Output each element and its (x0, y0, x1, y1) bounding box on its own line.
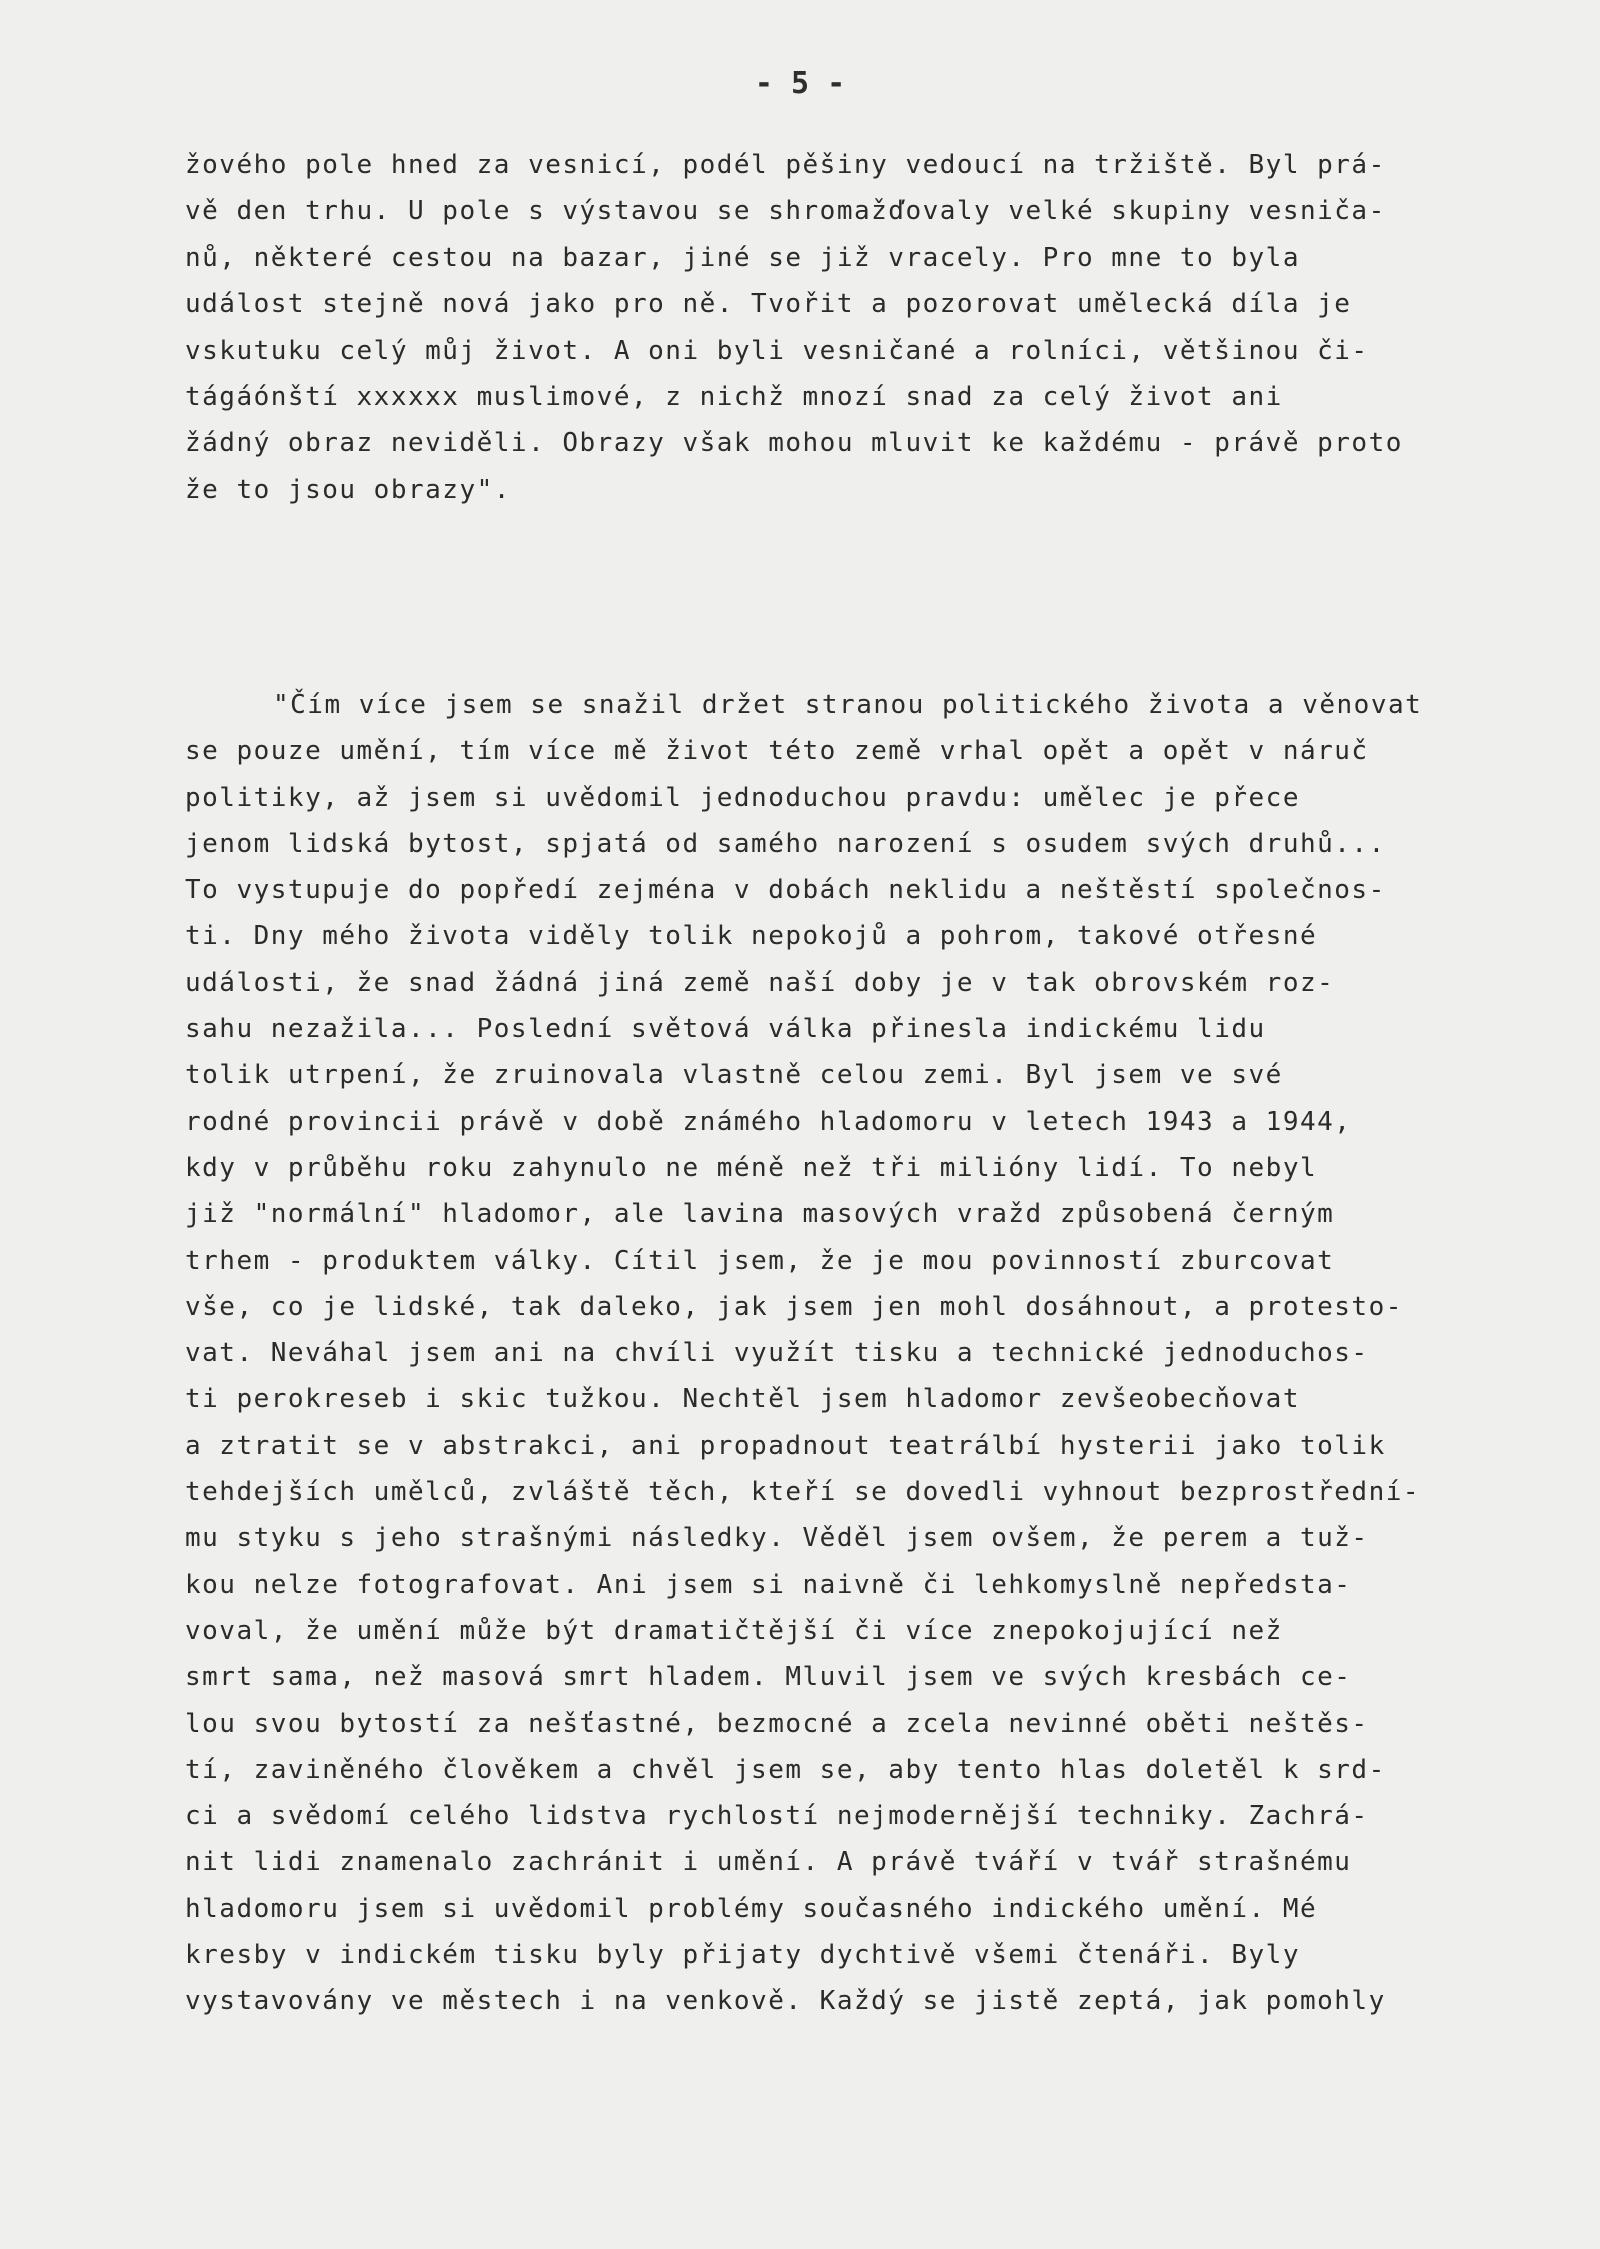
text-line: politiky, až jsem si uvědomil jednoduchou pravdu: umělec je přece (185, 782, 1300, 813)
text-line: žového pole hned za vesnicí, podél pěšiny vedoucí na tržiště. Byl prá- (185, 150, 1386, 180)
text-line: mu styku s jeho strašnými následky. Věděl jsem ovšem, že perem a tuž- (185, 1523, 1369, 1554)
text-line: tolik utrpení, že zruinovala vlastně celou zemi. Byl jsem ve své (185, 1060, 1283, 1091)
text-line: tehdejších umělců, zvláště těch, kteří se dovedli vyhnout bezprostřední- (185, 1477, 1421, 1508)
text-line: To vystupuje do popředí zejména v dobách neklidu a neštěstí společnos- (185, 875, 1386, 906)
text-line: již "normální" hladomor, ale lavina masových vražd způsobená černým (185, 1199, 1335, 1230)
text-line: smrt sama, než masová smrt hladem. Mluvil jsem ve svých kresbách ce- (185, 1662, 1352, 1693)
text-line: a ztratit se v abstrakci, ani propadnout teatrálbí hysterii jako tolik (185, 1430, 1386, 1461)
text-line: ci a svědomí celého lidstva rychlostí nejmodernější techniky. Zachrá- (185, 1801, 1369, 1832)
text-line: jenom lidská bytost, spjatá od samého narození s osudem svých druhů... (185, 828, 1386, 859)
text-line: události, že snad žádná jiná země naší doby je v tak obrovském roz- (185, 967, 1335, 998)
text-line: hladomoru jsem si uvědomil problémy současného indického umění. Mé (185, 1893, 1318, 1924)
text-line: tí, zaviněného člověkem a chvěl jsem se, aby tento hlas doletěl k srd- (185, 1754, 1386, 1785)
text-line: se pouze umění, tím více mě život této země vrhal opět a opět v náruč (185, 736, 1369, 767)
text-line: kdy v průběhu roku zahynulo ne méně než tři milióny lidí. To nebyl (185, 1152, 1318, 1183)
text-line: kou nelze fotografovat. Ani jsem si naivně či lehkomyslně nepředsta- (185, 1569, 1352, 1600)
paragraph-continuation (185, 142, 1595, 513)
text-line: sahu nezažila... Poslední světová válka přinesla indickému lidu (185, 1014, 1266, 1045)
text-line: voval, že umění může být dramatičtější či více znepokojující než (185, 1615, 1283, 1646)
text-line: nit lidi znamenalo zachránit i umění. A právě tváří v tvář strašnému (185, 1847, 1352, 1878)
text-line: ti perokreseb i skic tužkou. Nechtěl jsem hladomor zevšeobecňovat (185, 1384, 1300, 1415)
text-line: vě den trhu. U pole s výstavou se shromažďovaly velké skupiny vesniča- (185, 196, 1386, 227)
page-number: - 5 - (754, 66, 846, 101)
text-line: vystavovány ve městech i na venkově. Každý se jistě zeptá, jak pomohly (185, 1986, 1386, 2017)
text-line: kresby v indickém tisku byly přijaty dychtivě všemi čtenáři. Byly (185, 1940, 1300, 1971)
text-line: trhem - produktem války. Cítil jsem, že je mou povinností zburcovat (185, 1245, 1335, 1276)
text-line: rodné provincii právě v době známého hladomoru v letech 1943 a 1944, (185, 1106, 1352, 1137)
text-line: žádný obraz neviděli. Obrazy však mohou mluvit ke každému - právě proto (185, 428, 1403, 459)
text-line: tágáónští xxxxxx muslimové, z nichž mnozí snad za celý život ani (185, 381, 1283, 412)
text-line: vše, co je lidské, tak daleko, jak jsem jen mohl dosáhnout, a protesto- (185, 1291, 1403, 1322)
text-line: událost stejně nová jako pro ně. Tvořit a pozorovat umělecká díla je (185, 289, 1352, 320)
text-line: vskutuku celý můj život. A oni byli vesničané a rolníci, většinou či- (185, 335, 1369, 366)
text-line: že to jsou obrazy". (185, 474, 511, 505)
text-line: "Čím více jsem se snažil držet stranou politického života a věnovat (273, 690, 1423, 720)
text-line: ti. Dny mého života viděly tolik nepokojů a pohrom, takové otřesné (185, 921, 1318, 952)
text-line: vat. Neváhal jsem ani na chvíli využít tisku a technické jednoduchos- (185, 1338, 1369, 1369)
text-line: lou svou bytostí za nešťastné, bezmocné a zcela nevinné oběti neštěs- (185, 1708, 1369, 1739)
text-line: nů, některé cestou na bazar, jiné se již vracely. Pro mne to byla (185, 242, 1300, 273)
quoted-paragraph (185, 682, 1595, 2025)
